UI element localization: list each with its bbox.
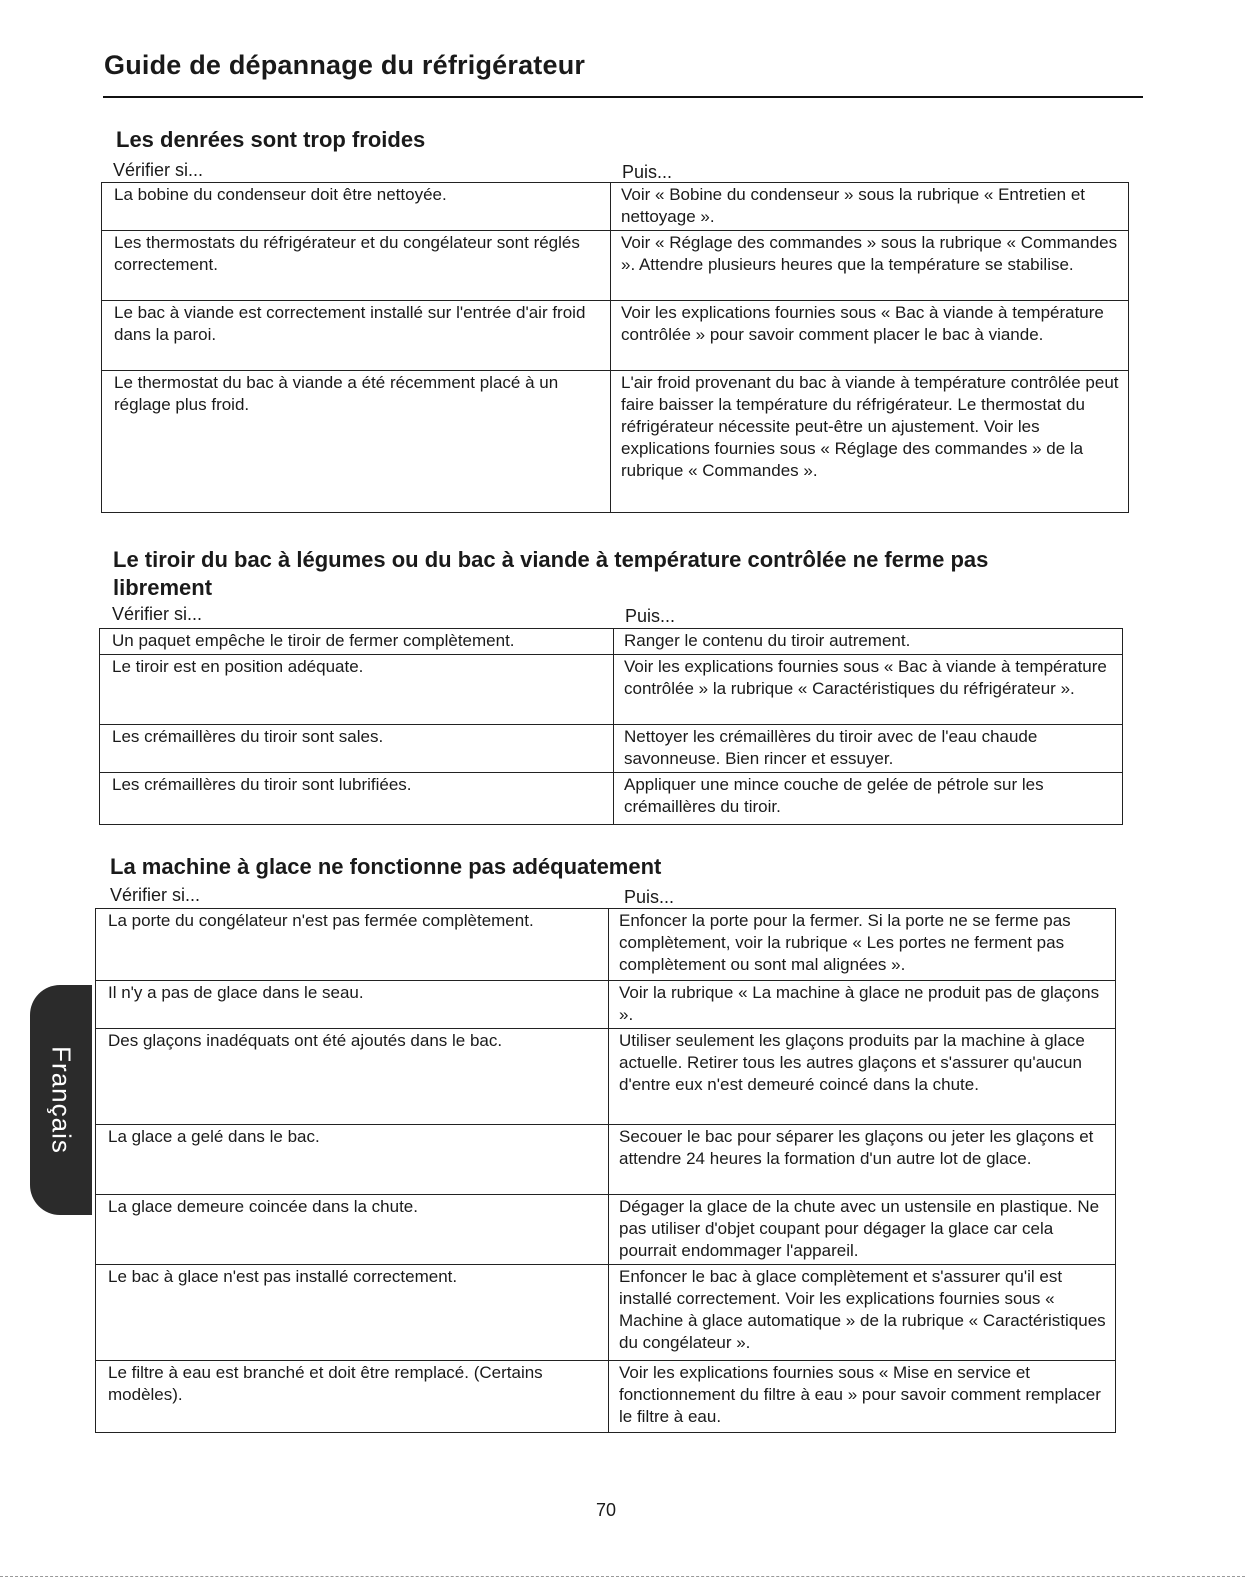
- then-column-header: Puis...: [622, 162, 673, 182]
- table-row: [96, 1195, 1116, 1265]
- solution-cell: Voir les explications fournies sous « Bac à viande à température contrôlée » pour savoir comment placer le bac à viande.: [611, 301, 1129, 371]
- cause-cell: Il n'y a pas de glace dans le seau.: [96, 981, 609, 1029]
- table-row: [96, 1265, 1116, 1361]
- bottom-edge-line: [0, 1576, 1245, 1577]
- table-row: [96, 909, 1116, 981]
- table-row: [96, 981, 1116, 1029]
- table-row: [102, 301, 1129, 371]
- title-divider: [103, 96, 1143, 98]
- table-row: [96, 1361, 1116, 1433]
- cause-cell: Le bac à glace n'est pas installé correctement.: [96, 1265, 609, 1361]
- table-row: [102, 231, 1129, 301]
- solution-cell: Voir les explications fournies sous « Bac à viande à température contrôlée » la rubrique « Caractéristiques du réfrigérateur ».: [614, 655, 1123, 725]
- solution-cell: Appliquer une mince couche de gelée de pétrole sur les crémaillères du tiroir.: [614, 773, 1123, 825]
- solution-cell: Voir la rubrique « La machine à glace ne produit pas de glaçons ».: [609, 981, 1116, 1029]
- section-title: Le tiroir du bac à légumes ou du bac à viande à température contrôlée ne ferme pas librement: [113, 547, 989, 600]
- then-column-header: Puis...: [625, 606, 676, 626]
- check-column-header: Vérifier si...: [113, 160, 204, 180]
- solution-cell: Nettoyer les crémaillères du tiroir avec de l'eau chaude savonneuse. Bien rincer et essuyer.: [614, 725, 1123, 773]
- cause-cell: Le tiroir est en position adéquate.: [100, 655, 614, 725]
- table-row: [100, 773, 1123, 825]
- table-row: [96, 1029, 1116, 1125]
- troubleshooting-table: [95, 908, 1116, 1433]
- cause-cell: La bobine du condenseur doit être nettoyée.: [102, 183, 611, 231]
- troubleshooting-table: [99, 628, 1123, 825]
- table-row: [100, 725, 1123, 773]
- table-row: [100, 655, 1123, 725]
- solution-cell: Voir « Bobine du condenseur » sous la rubrique « Entretien et nettoyage ».: [611, 183, 1129, 231]
- section-title: Les denrées sont trop froides: [116, 127, 426, 152]
- cause-cell: Le bac à viande est correctement installé sur l'entrée d'air froid dans la paroi.: [102, 301, 611, 371]
- cause-cell: Le thermostat du bac à viande a été récemment placé à un réglage plus froid.: [102, 371, 611, 513]
- cause-cell: Les crémaillères du tiroir sont lubrifiées.: [100, 773, 614, 825]
- solution-cell: Ranger le contenu du tiroir autrement.: [614, 629, 1123, 655]
- cause-cell: La porte du congélateur n'est pas fermée complètement.: [96, 909, 609, 981]
- cause-cell: Le filtre à eau est branché et doit être remplacé. (Certains modèles).: [96, 1361, 609, 1433]
- then-column-header: Puis...: [624, 887, 675, 907]
- cause-cell: Les thermostats du réfrigérateur et du congélateur sont réglés correctement.: [102, 231, 611, 301]
- solution-cell: L'air froid provenant du bac à viande à température contrôlée peut faire baisser la température du réfrigérateur. Le thermostat du réfrigérateur nécessite peut-être un ajustement. Voir les explications fournies sous « Réglage des commandes » de la rubrique « Commandes ».: [611, 371, 1129, 513]
- solution-cell: Enfoncer la porte pour la fermer. Si la porte ne se ferme pas complètement, voir la rubrique « Les portes ne ferment pas complètement ou sont mal alignées ».: [609, 909, 1116, 981]
- table-row: [102, 371, 1129, 513]
- cause-cell: Les crémaillères du tiroir sont sales.: [100, 725, 614, 773]
- table-row: [96, 1125, 1116, 1195]
- page-title: Guide de dépannage du réfrigérateur: [104, 50, 586, 80]
- solution-cell: Dégager la glace de la chute avec un ustensile en plastique. Ne pas utiliser d'objet coupant pour dégager la glace car cela pourrait endommager l'appareil.: [609, 1195, 1116, 1265]
- table-row: [100, 629, 1123, 655]
- cause-cell: Des glaçons inadéquats ont été ajoutés dans le bac.: [96, 1029, 609, 1125]
- solution-cell: Voir les explications fournies sous « Mise en service et fonctionnement du filtre à eau » pour savoir comment remplacer le filtre à eau.: [609, 1361, 1116, 1433]
- page-number: 70: [596, 1500, 617, 1520]
- language-tab: [30, 985, 92, 1215]
- cause-cell: Un paquet empêche le tiroir de fermer complètement.: [100, 629, 614, 655]
- cause-cell: La glace a gelé dans le bac.: [96, 1125, 609, 1195]
- solution-cell: Utiliser seulement les glaçons produits par la machine à glace actuelle. Retirer tous les autres glaçons et s'assurer qu'aucun d'entre eux n'est demeuré coincé dans la chute.: [609, 1029, 1116, 1125]
- section-title: La machine à glace ne fonctionne pas adéquatement: [110, 854, 662, 879]
- check-column-header: Vérifier si...: [110, 885, 201, 905]
- troubleshooting-table: [101, 182, 1129, 513]
- language-tab-label: Français: [46, 1046, 77, 1154]
- check-column-header: Vérifier si...: [112, 604, 203, 624]
- cause-cell: La glace demeure coincée dans la chute.: [96, 1195, 609, 1265]
- solution-cell: Secouer le bac pour séparer les glaçons ou jeter les glaçons et attendre 24 heures la formation d'un autre lot de glace.: [609, 1125, 1116, 1195]
- solution-cell: Voir « Réglage des commandes » sous la rubrique « Commandes ». Attendre plusieurs heures que la température se stabilise.: [611, 231, 1129, 301]
- table-row: [102, 183, 1129, 231]
- solution-cell: Enfoncer le bac à glace complètement et s'assurer qu'il est installé correctement. Voir les explications fournies sous « Machine à glace automatique » de la rubrique « Caractéristiques du congélateur ».: [609, 1265, 1116, 1361]
